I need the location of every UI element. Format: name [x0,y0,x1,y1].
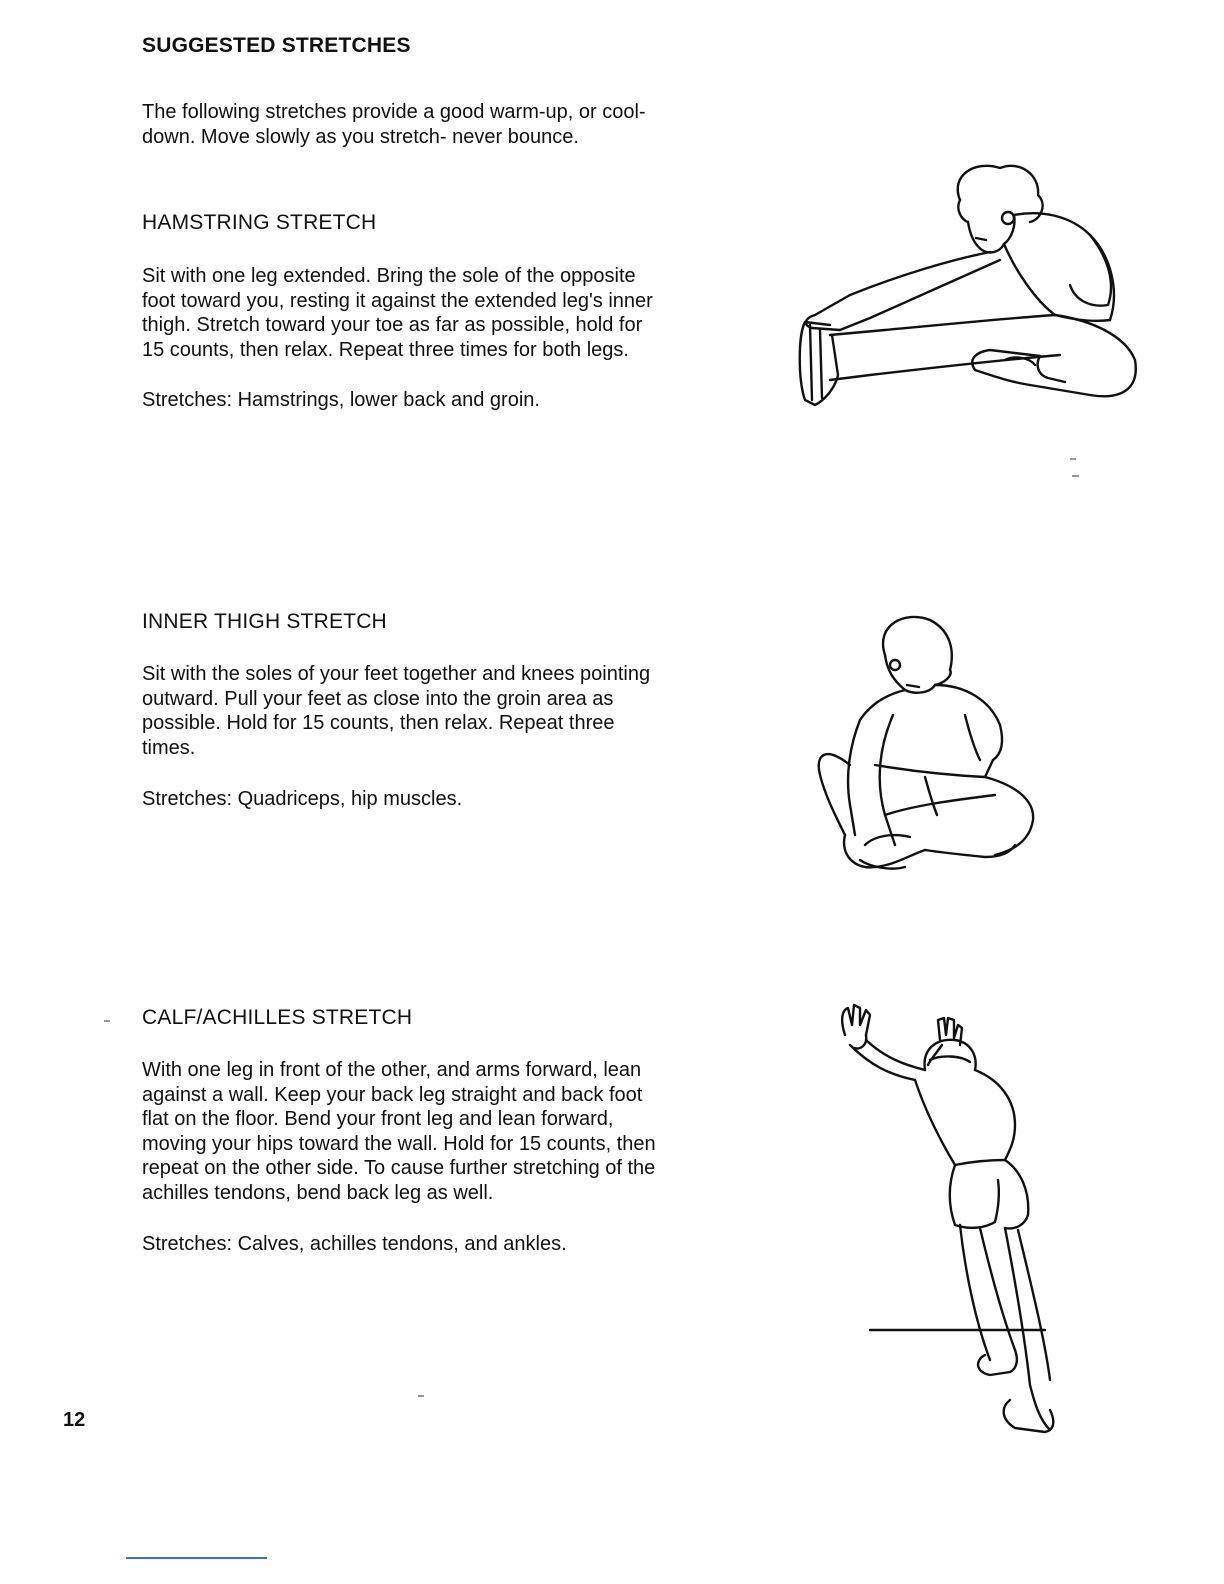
instruction-line: outward. Pull your feet as close into the groin area as [142,687,614,710]
calf-achilles-instructions [142,1058,742,1205]
instruction-line: thigh. Stretch toward your toe as far as possible, hold for [142,314,643,336]
instruction-line: moving your hips toward the wall. Hold for 15 counts, then [142,1132,656,1155]
hamstring-stretch-illustration [790,160,1140,410]
hamstring-instructions [142,264,742,362]
instruction-line: foot toward you, resting it against the extended leg's inner [142,289,653,312]
intro-line: The following stretches provide a good warm-up, or cool- [142,101,646,123]
hamstring-stretches: Stretches: Hamstrings, lower back and groin. [142,389,540,411]
calf-achilles-stretches: Stretches: Calves, achilles tendons, and ankles. [142,1233,567,1255]
calf-achilles-stretch-illustration [830,1000,1070,1440]
instruction-line: flat on the floor. Bend your front leg and lean forward, [142,1108,614,1130]
page-number: 12 [63,1409,86,1431]
instruction-line: Sit with the soles of your feet together and knees pointing [142,663,651,685]
scan-underline [126,1557,267,1559]
instruction-line: achilles tendons, bend back leg as well. [142,1181,494,1204]
scan-mark [1070,458,1076,460]
inner-thigh-stretch-illustration [815,605,1045,885]
scan-mark [418,1395,424,1397]
instruction-line: times. [142,736,196,759]
instruction-line: With one leg in front of the other, and arms forward, lean [142,1059,642,1081]
intro-line: down. Move slowly as you stretch- never bounce. [142,125,579,148]
inner-thigh-heading: INNER THIGH STRETCH [142,610,387,633]
calf-achilles-heading: CALF/ACHILLES STRETCH [142,1006,413,1029]
hamstring-heading: HAMSTRING STRETCH [142,211,377,234]
instruction-line: Sit with one leg extended. Bring the sole of the opposite [142,265,636,287]
instruction-line: 15 counts, then relax. Repeat three times for both legs. [142,338,629,361]
instruction-line: possible. Hold for 15 counts, then relax. Repeat three [142,712,615,734]
instruction-line: against a wall. Keep your back leg straight and back foot [142,1083,643,1106]
scan-mark [1072,475,1079,477]
inner-thigh-instructions [142,662,742,760]
instruction-line: repeat on the other side. To cause further stretching of the [142,1157,656,1179]
page-title: SUGGESTED STRETCHES [142,34,411,57]
intro-paragraph [142,100,742,149]
inner-thigh-stretches: Stretches: Quadriceps, hip muscles. [142,788,463,810]
scan-mark [104,1020,110,1022]
